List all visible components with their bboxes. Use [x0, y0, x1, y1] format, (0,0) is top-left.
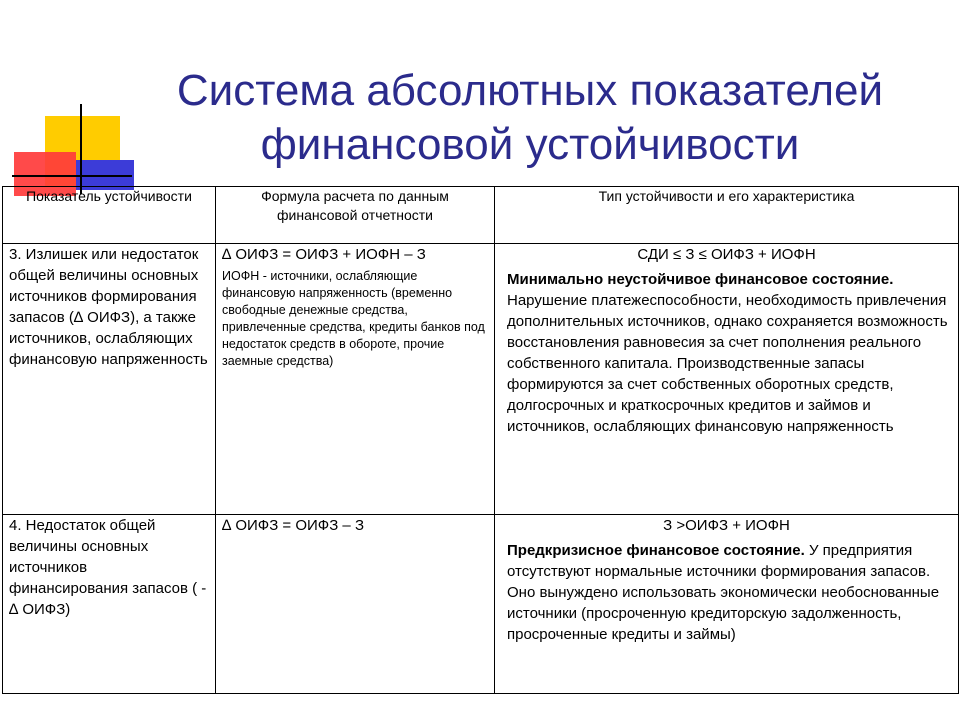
- formula-main: ∆ ОИФЗ = ОИФЗ – З: [222, 517, 365, 534]
- indicator-text: 4. Недостаток общей величины основных источников финансирования запасов ( - ∆ ОИФЗ): [9, 517, 207, 618]
- table-row: [3, 515, 959, 694]
- stability-type-name: Предкризисное финансовое состояние.: [507, 542, 805, 559]
- title-line-2: финансовой устойчивости: [260, 120, 800, 169]
- slide-title: [130, 64, 930, 172]
- indicator-cell: [3, 244, 216, 515]
- stability-type-name: Минимально неустойчивое финансовое состояние.: [507, 271, 894, 288]
- type-cell: [495, 244, 959, 515]
- stability-type-text: У предприятия отсутствуют нормальные источники формирования запасов. Оно вынуждено использовать экономически необоснованные источники (просроченную кредиторскую задолженность, просроченные кредиты и займы): [507, 542, 940, 643]
- header-type: Тип устойчивости и его характеристика: [495, 187, 959, 244]
- table-header-row: [3, 187, 959, 244]
- header-formula: Формула расчета по данным финансовой отчетности: [216, 187, 495, 244]
- indicator-text: 3. Излишек или недостаток общей величины основных источников формирования запасов (∆ ОИФЗ), а также источников, ослабляющих финансовую напряженность: [9, 246, 208, 368]
- formula-cell: [216, 515, 495, 694]
- formula-main: ∆ ОИФЗ = ОИФЗ + ИОФН – З: [222, 246, 426, 263]
- formula-cell: [216, 244, 495, 515]
- stability-condition: СДИ ≤ З ≤ ОИФЗ + ИОФН: [637, 246, 816, 263]
- indicator-cell: [3, 515, 216, 694]
- stability-description: [501, 269, 952, 437]
- stability-description: [501, 540, 952, 645]
- stability-table: [2, 186, 959, 694]
- type-cell: [495, 515, 959, 694]
- decor-vertical-line: [80, 104, 82, 194]
- title-line-1: Система абсолютных показателей: [176, 66, 884, 115]
- table-row: [3, 244, 959, 515]
- stability-type-text: Нарушение платежеспособности, необходимость привлечения дополнительных источников, однако сохраняется возможность восстановления равновесия за счет пополнения реального собственного капитала. Производственные запасы формируются за счет собственных оборотных средств, долгосрочных и краткосрочных кредитов и займов и источников, ослабляющих финансовую напряженность: [507, 292, 948, 435]
- stability-condition: З >ОИФЗ + ИОФН: [663, 517, 790, 534]
- header-indicator: Показатель устойчивости: [3, 187, 216, 244]
- formula-note: ИОФН - источники, ослабляющие финансовую напряженность (временно свободные денежные средства, привлеченные средства, кредиты банков под недостаток средств в обороте, прочие заемные средства): [222, 269, 485, 368]
- decor-horizontal-line: [12, 175, 132, 177]
